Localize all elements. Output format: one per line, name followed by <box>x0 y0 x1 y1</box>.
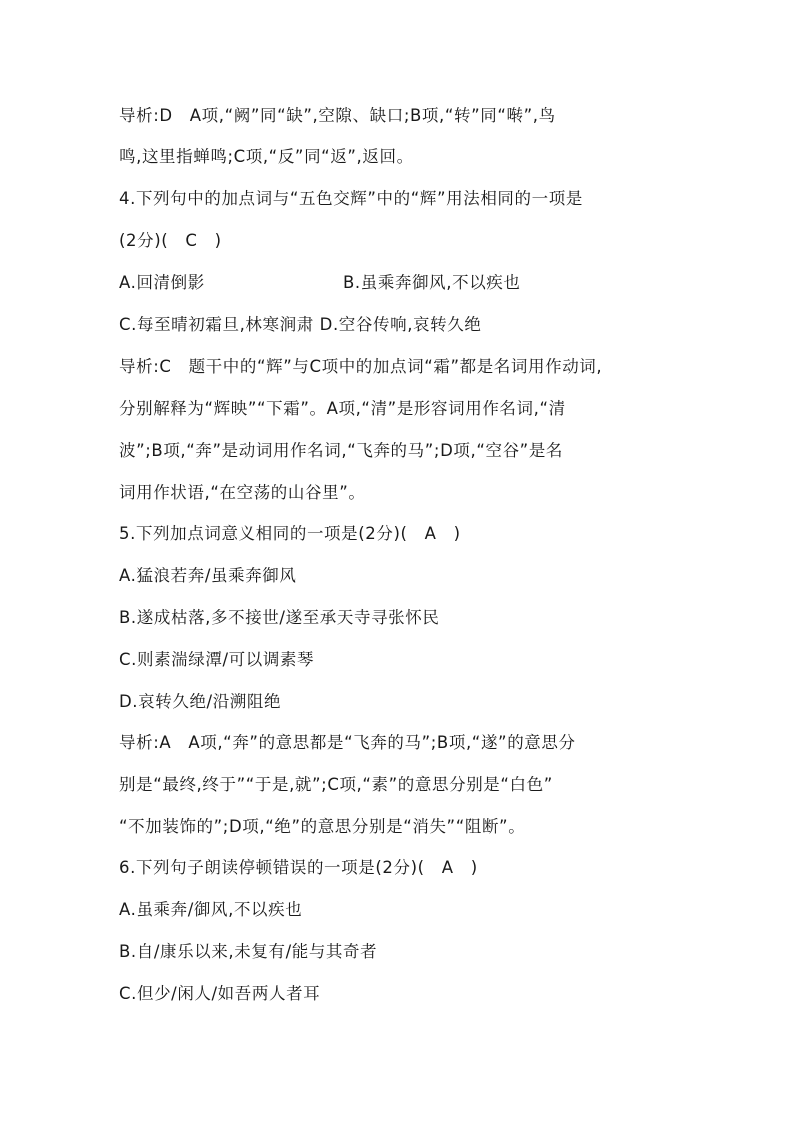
question-4-option-a: A.回清倒影 <box>119 273 205 292</box>
q4-analysis-line-4: 词用作状语,“在空荡的山谷里”。 <box>119 483 366 502</box>
q4-analysis-line-3: 波”;B项,“奔”是动词用作名词,“飞奔的马”;D项,“空谷”是名 <box>119 441 564 460</box>
question-5-option-c: C.则素湍绿潭/可以调素琴 <box>119 650 315 669</box>
question-4-score-answer: (2分)( C ) <box>119 231 222 250</box>
q5-analysis-line-3: “不加装饰的”;D项,“绝”的意思分别是“消失”“阻断”。 <box>119 817 526 836</box>
q5-analysis-line-1: 导析:A A项,“奔”的意思都是“飞奔的马”;B项,“遂”的意思分 <box>119 733 576 752</box>
question-5-option-d: D.哀转久绝/沿溯阻绝 <box>119 692 282 711</box>
q5-analysis-line-2: 别是“最终,终于”“于是,就”;C项,“素”的意思分别是“白色” <box>119 775 553 794</box>
question-4-stem: 4.下列句中的加点词与“五色交辉”中的“辉”用法相同的一项是 <box>119 189 583 208</box>
question-4-options-cd: C.每至晴初霜旦,林寒涧肃 D.空谷传响,哀转久绝 <box>119 315 482 334</box>
question-6-stem: 6.下列句子朗读停顿错误的一项是(2分)( A ) <box>119 858 478 877</box>
question-5-option-a: A.猛浪若奔/虽乘奔御风 <box>119 566 297 585</box>
q4-analysis-line-1: 导析:C 题干中的“辉”与C项中的加点词“霜”都是名词用作动词, <box>119 357 603 376</box>
question-6-option-b: B.自/康乐以来,未复有/能与其奇者 <box>119 942 378 961</box>
q3-analysis-line-1: 导析:D A项,“阙”同“缺”,空隙、缺口;B项,“转”同“啭”,鸟 <box>119 106 556 125</box>
question-6-option-a: A.虽乘奔/御风,不以疾也 <box>119 900 303 919</box>
q4-analysis-line-2: 分别解释为“辉映”“下霜”。A项,“清”是形容词用作名词,“清 <box>119 399 566 418</box>
q3-analysis-line-2: 鸣,这里指蝉鸣;C项,“反”同“返”,返回。 <box>119 147 414 166</box>
question-4-option-b: B.虽乘奔御风,不以疾也 <box>343 273 521 292</box>
question-5-option-b: B.遂成枯落,多不接世/遂至承天寺寻张怀民 <box>119 608 440 627</box>
question-6-option-c: C.但少/闲人/如吾两人者耳 <box>119 984 321 1003</box>
question-5-stem: 5.下列加点词意义相同的一项是(2分)( A ) <box>119 524 461 543</box>
